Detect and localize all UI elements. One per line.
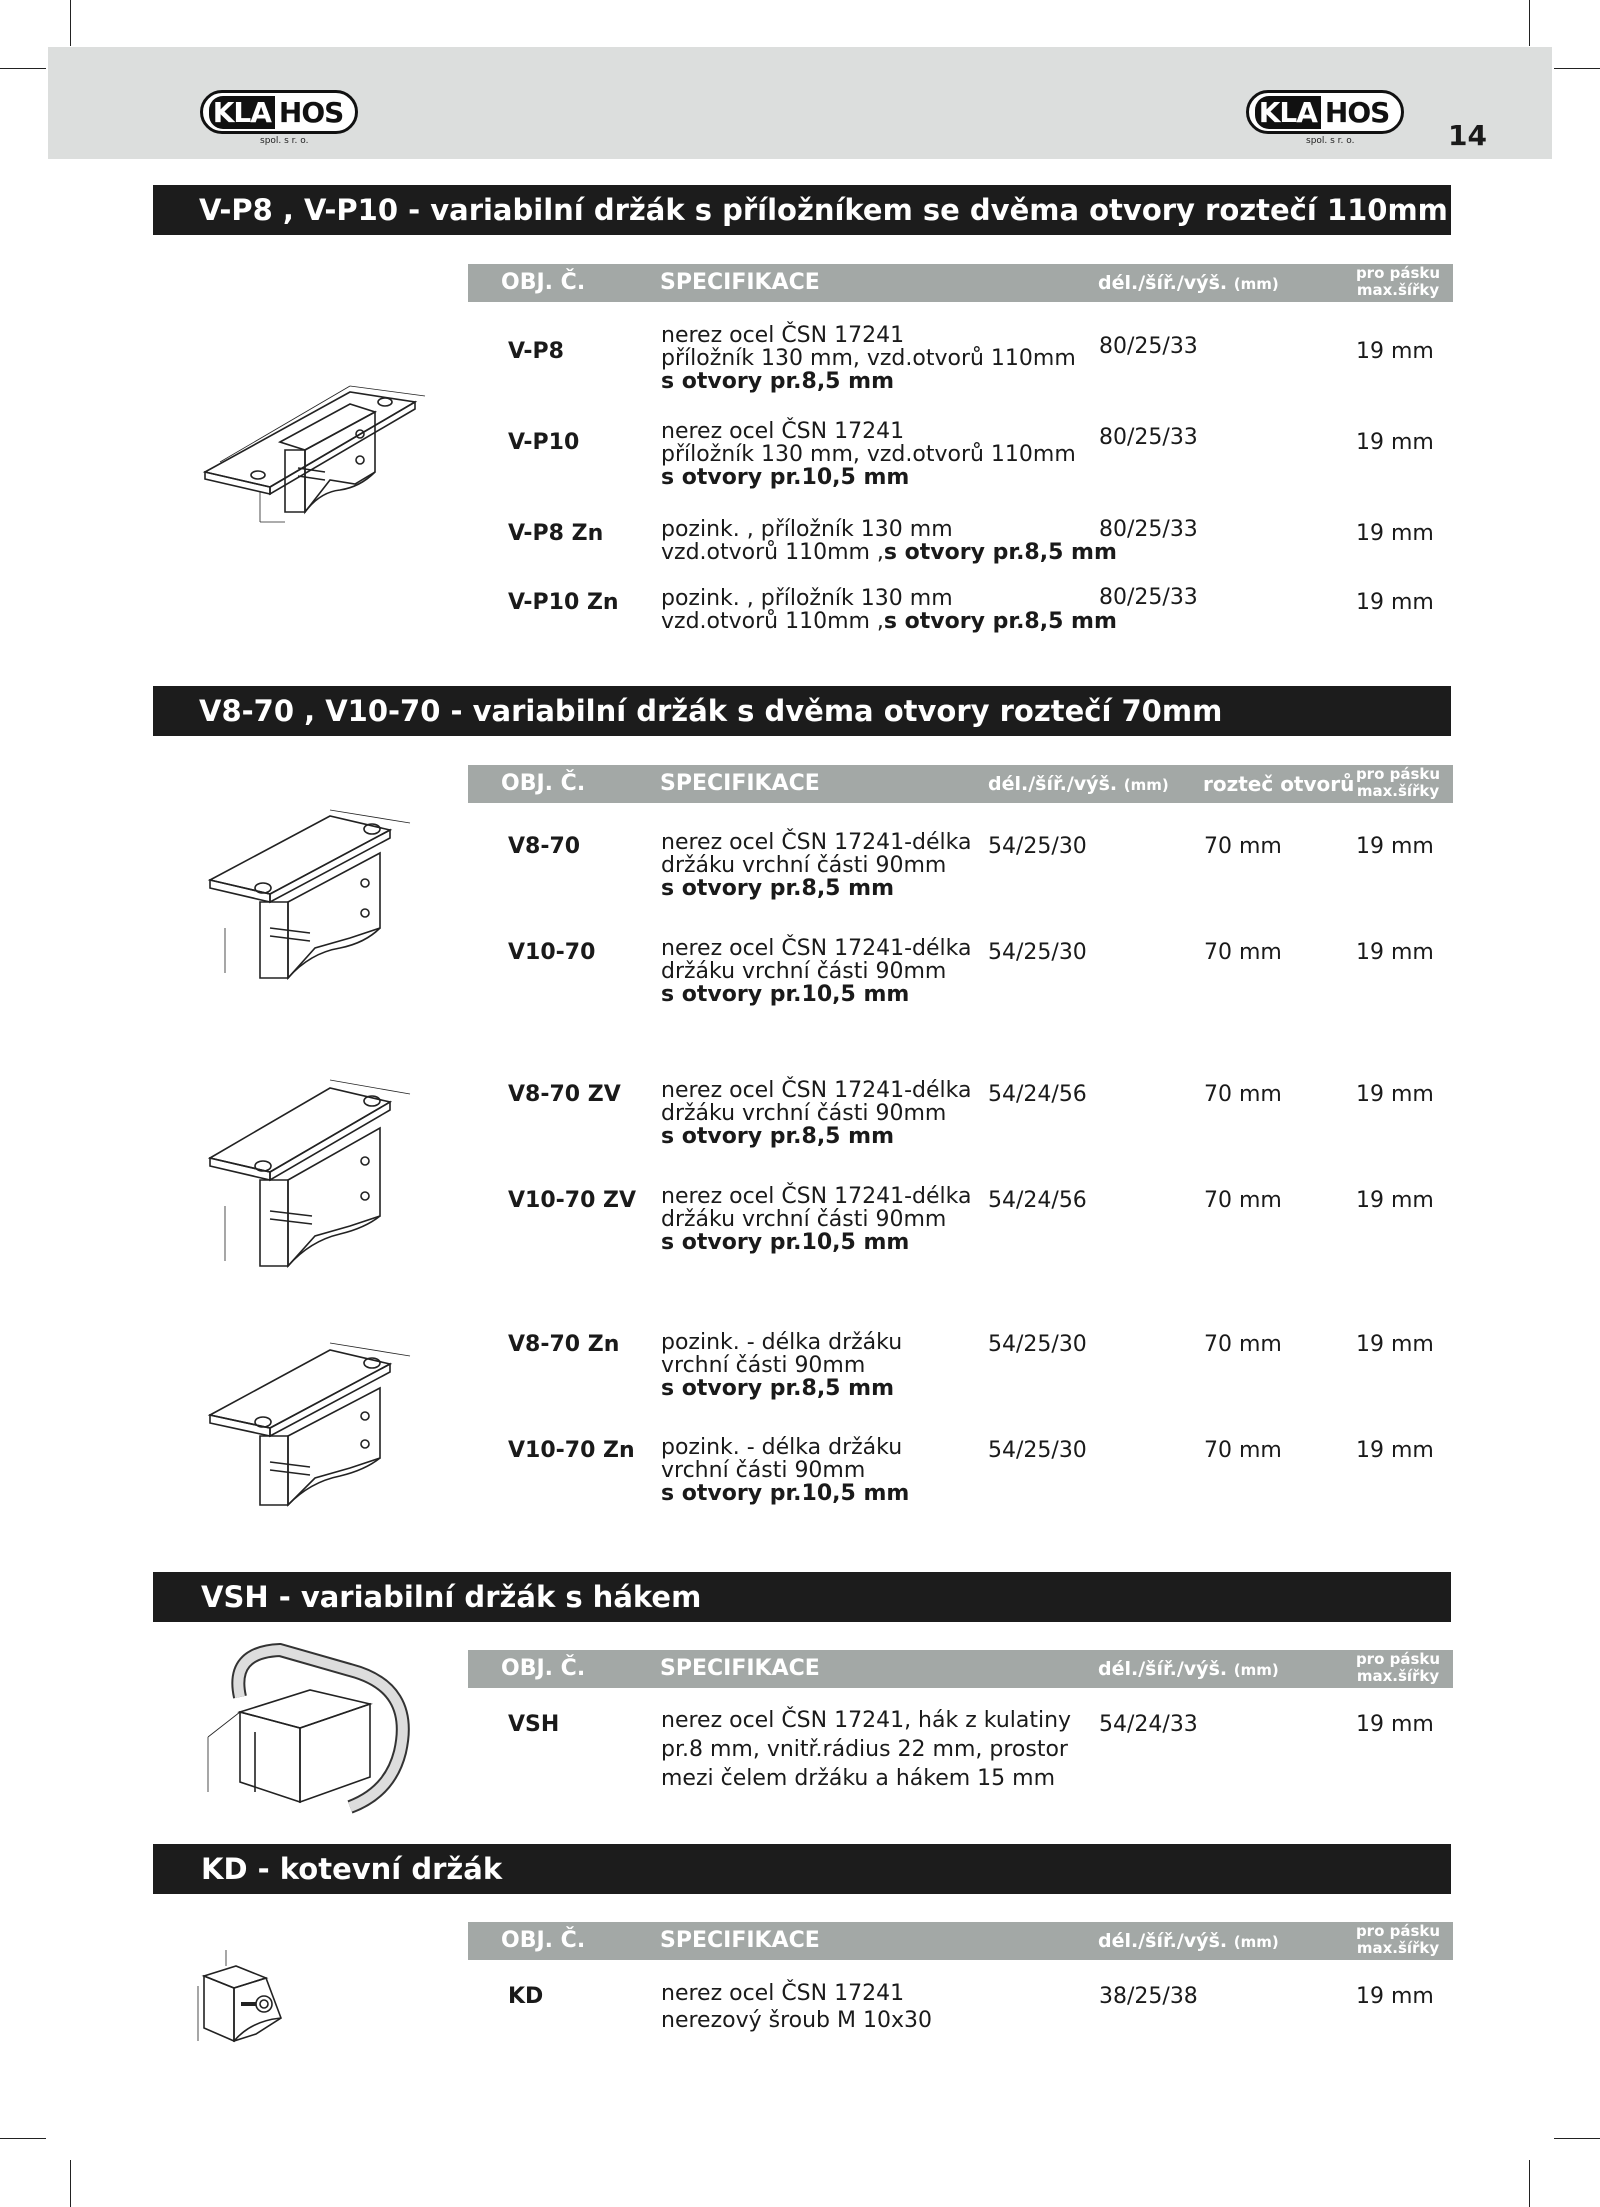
table-row-dims: 54/25/30: [988, 1332, 1087, 1357]
table-header: [468, 264, 1453, 302]
crop-mark: [1529, 2160, 1530, 2207]
table-row-strap: 19 mm: [1356, 834, 1434, 859]
table-row-strap: 19 mm: [1356, 1984, 1434, 2009]
crop-mark: [70, 0, 71, 46]
logo-text-b: HOS: [1324, 95, 1390, 129]
header-strap: pro pásku max.šířky: [1355, 264, 1441, 299]
header-code: OBJ. Č.: [501, 1656, 586, 1681]
table-row-spec: pozink. - délka držáku vrchní části 90mm s otvory pr.8,5 mm: [661, 1330, 903, 1401]
table-row-dims: 54/24/56: [988, 1188, 1087, 1213]
crop-mark: [0, 68, 46, 69]
header-spec: SPECIFIKACE: [660, 270, 820, 295]
section-title-vp: V-P8 , V-P10 - variabilní držák s příložníkem se dvěma otvory roztečí 110mm: [153, 185, 1451, 235]
header-strap: pro pásku max.šířky: [1355, 1650, 1441, 1685]
table-row-strap: 19 mm: [1356, 430, 1434, 455]
table-row-pitch: 70 mm: [1204, 1188, 1282, 1213]
section-title-vsh: VSH - variabilní držák s hákem: [153, 1572, 1451, 1622]
section-title-v70: V8-70 , V10-70 - variabilní držák s dvěma otvory roztečí 70mm: [153, 686, 1451, 736]
table-row-spec: pozink. - délka držáku vrchní části 90mm s otvory pr.10,5 mm: [661, 1435, 910, 1506]
table-row-code: V10-70 Zn: [508, 1438, 635, 1463]
table-row-code: V8-70 ZV: [508, 1082, 621, 1107]
table-row-spec: pozink. , příložník 130 mm vzd.otvorů 110mm ,s otvory pr.8,5 mm: [661, 586, 1117, 634]
crop-mark: [1529, 0, 1530, 46]
table-row-dims: 80/25/33: [1099, 517, 1198, 542]
table-header: [468, 1650, 1453, 1688]
header-code: OBJ. Č.: [501, 270, 586, 295]
header-strap: pro pásku max.šířky: [1355, 765, 1441, 800]
table-row-spec: nerez ocel ČSN 17241, hák z kulatiny pr.8 mm, vnitř.rádius 22 mm, prostor mezi čelem držáku a hákem 15 mm: [661, 1708, 1072, 1791]
table-row-dims: 54/25/30: [988, 1438, 1087, 1463]
table-row-code: V-P10: [508, 430, 580, 455]
table-row-strap: 19 mm: [1356, 1082, 1434, 1107]
table-row-pitch: 70 mm: [1204, 1332, 1282, 1357]
bracket-vsh-illustration: [200, 1642, 430, 1817]
brand-logo-left: [200, 90, 360, 152]
header-pitch: rozteč otvorů: [1203, 772, 1355, 796]
header-code: OBJ. Č.: [501, 1928, 586, 1953]
table-row-dims: 38/25/38: [1099, 1984, 1198, 2009]
table-row-spec: nerez ocel ČSN 17241 příložník 130 mm, vzd.otvorů 110mm s otvory pr.8,5 mm: [661, 323, 1076, 394]
table-row-dims: 80/25/33: [1099, 585, 1198, 610]
table-row-strap: 19 mm: [1356, 1438, 1434, 1463]
header-spec: SPECIFIKACE: [660, 1928, 820, 1953]
logo-text-b: HOS: [278, 95, 344, 129]
table-row-dims: 54/25/30: [988, 940, 1087, 965]
table-row-strap: 19 mm: [1356, 521, 1434, 546]
crop-mark: [1554, 68, 1600, 69]
table-row-dims: 54/24/33: [1099, 1712, 1198, 1737]
crop-mark: [1554, 2138, 1600, 2139]
table-row-code: V-P8: [508, 339, 564, 364]
section-title-kd: KD - kotevní držák: [153, 1844, 1451, 1894]
table-row-spec: nerez ocel ČSN 17241-délka držáku vrchní části 90mm s otvory pr.8,5 mm: [661, 1078, 972, 1149]
header-dims: dél./šíř./výš. (mm): [1098, 272, 1279, 294]
table-row-dims: 54/24/56: [988, 1082, 1087, 1107]
table-row-code: V10-70: [508, 940, 596, 965]
table-row-pitch: 70 mm: [1204, 1082, 1282, 1107]
table-row-spec: nerez ocel ČSN 17241-délka držáku vrchní části 90mm s otvory pr.8,5 mm: [661, 830, 972, 901]
bracket-v70zn-illustration: [200, 1340, 430, 1510]
logo-pill: [200, 90, 358, 134]
header-spec: SPECIFIKACE: [660, 1656, 820, 1681]
table-row-code: VSH: [508, 1712, 560, 1737]
table-header: [468, 765, 1453, 803]
table-row-strap: 19 mm: [1356, 1332, 1434, 1357]
table-row-pitch: 70 mm: [1204, 940, 1282, 965]
table-row-dims: 54/25/30: [988, 834, 1087, 859]
table-row-spec: nerez ocel ČSN 17241 příložník 130 mm, vzd.otvorů 110mm s otvory pr.10,5 mm: [661, 419, 1076, 490]
table-row-strap: 19 mm: [1356, 1188, 1434, 1213]
table-row-pitch: 70 mm: [1204, 834, 1282, 859]
header-dims: dél./šíř./výš. (mm): [988, 773, 1169, 795]
logo-pill: [1246, 90, 1404, 134]
page-number: 14: [1448, 119, 1487, 152]
table-row-strap: 19 mm: [1356, 1712, 1434, 1737]
header-dims: dél./šíř./výš. (mm): [1098, 1658, 1279, 1680]
logo-subtitle: spol. s r. o.: [1306, 136, 1355, 146]
bracket-vp-illustration: [200, 372, 430, 532]
table-row-code: KD: [508, 1984, 544, 2009]
header-dims: dél./šíř./výš. (mm): [1098, 1930, 1279, 1952]
bracket-v70zv-illustration: [200, 1076, 430, 1276]
table-row-pitch: 70 mm: [1204, 1438, 1282, 1463]
table-row-code: V8-70: [508, 834, 581, 859]
bracket-kd-illustration: [196, 1946, 306, 2051]
table-row-spec: nerez ocel ČSN 17241 nerezový šroub M 10x30: [661, 1981, 932, 2033]
header-strap: pro pásku max.šířky: [1355, 1922, 1441, 1957]
table-row-strap: 19 mm: [1356, 590, 1434, 615]
logo-text-a: KLA: [1255, 96, 1321, 129]
table-row-spec: pozink. , příložník 130 mm vzd.otvorů 110mm ,s otvory pr.8,5 mm: [661, 517, 1117, 565]
table-row-dims: 80/25/33: [1099, 425, 1198, 450]
crop-mark: [70, 2160, 71, 2207]
table-row-code: V-P10 Zn: [508, 590, 619, 615]
header-spec: SPECIFIKACE: [660, 771, 820, 796]
bracket-v70-illustration: [200, 808, 430, 988]
crop-mark: [0, 2138, 46, 2139]
brand-logo-right: [1246, 90, 1406, 152]
table-row-code: V-P8 Zn: [508, 521, 604, 546]
logo-subtitle: spol. s r. o.: [260, 136, 309, 146]
header-code: OBJ. Č.: [501, 771, 586, 796]
table-row-strap: 19 mm: [1356, 940, 1434, 965]
table-header: [468, 1922, 1453, 1960]
table-row-spec: nerez ocel ČSN 17241-délka držáku vrchní části 90mm s otvory pr.10,5 mm: [661, 936, 972, 1007]
table-row-code: V10-70 ZV: [508, 1188, 637, 1213]
table-row-strap: 19 mm: [1356, 339, 1434, 364]
logo-text-a: KLA: [209, 96, 275, 129]
table-row-spec: nerez ocel ČSN 17241-délka držáku vrchní části 90mm s otvory pr.10,5 mm: [661, 1184, 972, 1255]
table-row-code: V8-70 Zn: [508, 1332, 620, 1357]
table-row-dims: 80/25/33: [1099, 334, 1198, 359]
